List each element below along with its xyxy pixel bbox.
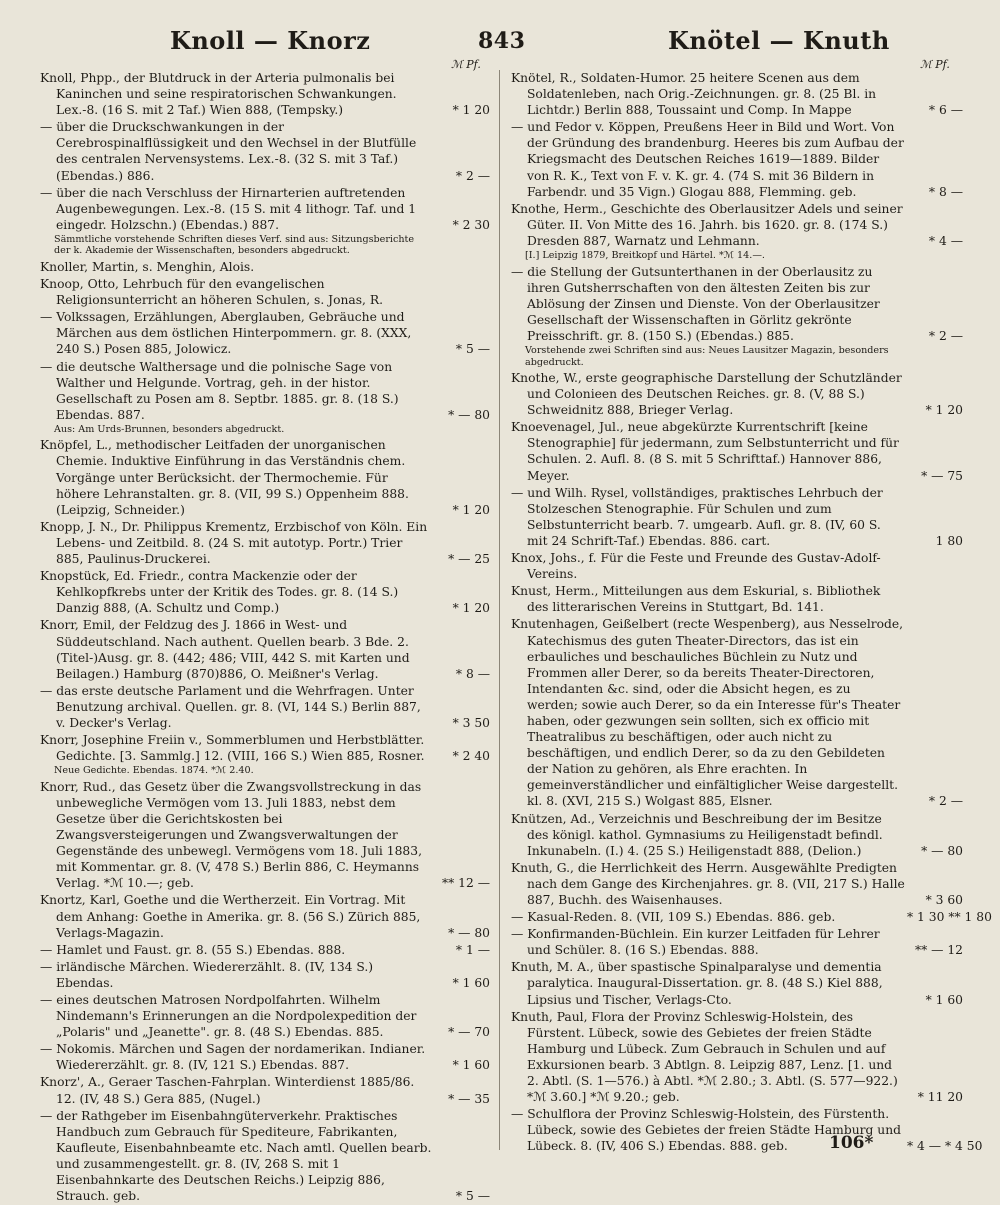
bibliography-entry [40, 959, 490, 991]
entry-price: ** 12 — [441, 876, 490, 891]
entry-price: * — 80 [448, 925, 490, 940]
entry-price: * 1 60 [452, 1058, 490, 1073]
entry-price: * 8 — [455, 666, 490, 681]
entry-text: Knoll, Phpp., der Blutdruck in der Arteria pulmonalis bei Kaninchen und seine respiratorischen Schwankungen. Lex.-8. (16 S. mit 2 Taf.) Wien 888, (Tempsky.) [40, 71, 397, 118]
entry-price: * 2 40 [452, 749, 490, 764]
entry-text: — irländische Märchen. Wiedererzählt. 8. (IV, 134 S.) Ebendas. [40, 959, 374, 990]
entry-note: Sämmtliche vorstehende Schriften dieses Verf. sind aus: Sitzungsberichte der k. Akademie der Wissenschaften, besonders abgedruckt. [54, 233, 415, 257]
entry-text: Knorz', A., Geraer Taschen-Fahrplan. Winterdienst 1885/86. 12. (IV, 48 S.) Gera 885, (Nugel.) [40, 1075, 415, 1106]
bibliography-entry [511, 201, 963, 249]
entry-price: * 2 — [455, 168, 490, 183]
entry-price: * 3 60 [925, 893, 963, 907]
entry-price: * — 80 [448, 407, 490, 422]
entry-price: * 8 — [928, 184, 963, 199]
left-column [40, 70, 490, 1205]
bibliography-entry [40, 519, 490, 567]
entry-text: — der Rathgeber im Eisenbahngüterverkehr. Praktisches Handbuch zum Gebrauch für Spediteure, Fabrikanten, Kaufleute, Eisenbahnbeamte etc. Nach amtl. Quellen bearb. und zusammengestellt. gr. 8. (IV, 268 S. mit 1 Eisenbahnkarte des Deutschen Reichs.) Leipzig 886, Strauch. geb. [40, 1108, 432, 1204]
entry-text: Knorr, Josephine Freiin v., Sommerblumen und Herbstblätter. Gedichte. [3. Sammlg.] 12. (VIII, 166 S.) Wien 885, Rosner. [40, 733, 425, 764]
entry-price: * 1 60 [925, 992, 963, 1007]
page-number: 843 [478, 28, 526, 54]
entry-price: * — 75 [921, 468, 963, 483]
bibliography-entry [511, 70, 963, 118]
entry-text: Knopp, J. N., Dr. Philippus Krementz, Erzbischof von Köln. Ein Lebens- und Zeitbild. 8. (24 S. mit autotyp. Portr.) Trier 885, Paulinus-Druckerei. [40, 519, 428, 567]
bibliography-entry [511, 119, 963, 199]
entry-text: Knox, Johs., f. Für die Feste und Freunde des Gustav-Adolf-Vereins. [511, 551, 881, 582]
entry-price: * — 35 [448, 1091, 490, 1106]
bibliography-entry [40, 992, 490, 1040]
entry-text: Knoevenagel, Jul., neue abgekürzte Kurrentschrift [keine Stenographie] für jedermann, zum Selbstunterricht und für Schulen. 2. Aufl. 8. (8 S. mit 5 Schrifttaf.) Hannover 886, Meyer. [511, 420, 899, 483]
entry-text: — Konfirmanden-Büchlein. Ein kurzer Leitfaden für Lehrer und Schüler. 8. (16 S.) Ebendas. 888. [511, 927, 880, 958]
entry-price: * 1 20 [452, 601, 490, 616]
entry-text: Knötel, R., Soldaten-Humor. 25 heitere Scenen aus dem Soldatenleben, nach Orig.-Zeichnungen. gr. 8. (25 Bl. in Lichtdr.) Berlin 888, Toussaint und Comp. In Mappe [511, 71, 877, 118]
entry-price: * 1 30 ** 1 80 [907, 910, 992, 925]
bibliography-entry [40, 276, 490, 308]
entry-price: * 2 — [928, 794, 963, 809]
entry-text: — Hamlet und Faust. gr. 8. (55 S.) Ebendas. 888. [40, 942, 346, 957]
header-right-title: Knötel — Knuth [668, 26, 890, 55]
entry-price: * — 25 [448, 552, 490, 567]
entry-price: * 2 30 [452, 217, 490, 232]
bibliography-entry [511, 811, 963, 859]
entry-text: Knoop, Otto, Lehrbuch für den evangelischen Religionsunterricht an höheren Schulen, s. Jonas, R. [40, 277, 384, 308]
bibliography-entry [40, 779, 490, 892]
entry-text: Knuth, M. A., über spastische Spinalparalyse und dementia paralytica. Inaugural-Dissertation. gr. 8. (48 S.) Kiel 888, Lipsius und Tischer, Verlags-Cto. [511, 960, 883, 1007]
bibliography-entry [511, 550, 963, 582]
bibliography-entry [511, 264, 963, 344]
entry-text: — Schulflora der Provinz Schleswig-Holstein, des Fürstenth. Lübeck, sowie des Gebietes der freien Städte Hamburg und Lübeck. 8. (IV, 406 S.) Ebendas. 888. geb. [511, 1107, 901, 1154]
entry-text: Knorr, Rud., das Gesetz über die Zwangsvollstreckung in das unbewegliche Vermögen vom 13. Juli 1883, nebst dem Gesetze über die Gerichtskosten bei Zwangsversteigerungen und Zwangsverwaltungen der Gegenstände des unbewegl. Vermögens vom 18. Juli 1883, mit Kommentar. gr. 8. (V, 478 S.) Berlin 886, C. Heymanns Verlag. *ℳ 10.—; geb. [40, 779, 422, 891]
entry-price: * 4 — * 4 50 [907, 1139, 983, 1154]
entry-text: — Volkssagen, Erzählungen, Aberglauben, Gebräuche und Märchen aus dem östlichen Hinterpommern. gr. 8. (XXX, 240 S.) Posen 885, Jolowicz. [40, 310, 412, 357]
entry-text: Knothe, W., erste geographische Darstellung der Schutzländer und Colonieen des Deutschen Reiches. gr. 8. (V, 88 S.) Schweidnitz 888, Brieger Verlag. [511, 371, 902, 418]
bibliography-entry [40, 359, 490, 423]
entry-text: Knorr, Emil, der Feldzug des J. 1866 in West- und Süddeutschland. Nach authent. Quellen bearb. 3 Bde. 2. (Titel-)Ausg. gr. 8. (442; 486; VIII, 442 S. mit Karten und Beilagen.) Hamburg (870)886, O. Meißner's Verlag. [40, 618, 410, 681]
column-divider [499, 70, 500, 1150]
entry-text: — über die Druckschwankungen in der Cerebrospinalflüssigkeit und den Wechsel in der Blutfülle des centralen Nervensystems. Lex.-8. (32 S. mit 3 Taf.) (Ebendas.) 886. [40, 120, 417, 183]
bibliography-entry [40, 732, 490, 764]
bibliography-entry [40, 259, 490, 275]
entry-text: Knöpfel, L., methodischer Leitfaden der unorganischen Chemie. Induktive Einführung in das Verständnis chem. Vorgänge unter Berücksicht. der Thermochemie. Für höhere Lehranstalten. gr. 8. (VII, 99 S.) Oppenheim 888. (Leipzig, Schneider.) [40, 438, 409, 517]
currency-unit-right: ℳ Pf. [920, 58, 950, 71]
right-column [511, 70, 992, 1156]
currency-unit-left: ℳ Pf. [451, 58, 481, 71]
bibliography-entry [40, 309, 490, 357]
entry-text: — über die nach Verschluss der Hirnarterien auftretenden Augenbewegungen. Lex.-8. (15 S. mit 4 lithogr. Taf. und 1 eingedr. Holzschn.) (Ebendas.) 887. [40, 185, 417, 232]
entry-text: Knothe, Herm., Geschichte des Oberlausitzer Adels und seiner Güter. II. Von Mitte des 16. Jahrh. bis 1620. gr. 8. (174 S.) Dresden 887, Warnatz und Lehmann. [511, 201, 903, 248]
entry-price: * 1 20 [452, 103, 490, 118]
entry-text: Knoller, Martin, s. Menghin, Alois. [40, 259, 255, 274]
bibliography-entry [40, 185, 490, 233]
entry-price: * 4 — [928, 233, 963, 248]
entry-price: * — 80 [921, 843, 963, 858]
bibliography-entry [40, 1041, 490, 1073]
entry-note: Neue Gedichte. Ebendas. 1874. *ℳ 2.40. [54, 765, 254, 777]
bibliography-entry [511, 1106, 983, 1154]
entry-text: Knutenhagen, Geißelbert (recte Wespenberg), aus Nesselrode, Katechismus des guten Theater-Directors, das ist ein erbauliches und beschauliches Büchlein zu Nutz und Frommen aller Derer, so da bereits Theater-Directoren, Intendanten &c. sind, oder die Absicht hegen, es zu werden; sowie auch Derer, so da ein Interesse für's Theater haben, oder gezwungen sein sollten, sich ex officio mit Theatralibus zu beschäftigen, oder auch nicht zu beschäftigen, und endlich Derer, so da zu den Gebildeten der Nation zu gehören, als Ehre erachten. In gemeinverständlicher und einfältiglicher Weise dargestellt. kl. 8. (XVI, 215 S.) Wolgast 885, Elsner. [511, 617, 904, 809]
entry-price: * 1 — [455, 942, 490, 957]
entry-text: Knortz, Karl, Goethe und die Wertherzeit. Ein Vortrag. Mit dem Anhang: Goethe in Amerika. gr. 8. (56 S.) Zürich 885, Verlags-Magazin. [40, 893, 421, 940]
entry-price: * 3 50 [452, 715, 490, 730]
entry-text: — und Fedor v. Köppen, Preußens Heer in Bild und Wort. Von der Gründung des brandenburg. Heeres bis zum Aufbau der Kriegsmacht des Deutschen Reiches 1619—1889. Bilder von R. K., Text von F. v. K. gr. 4. (74 S. mit 36 Bildern in Farbendr. und 35 Vign.) Glogau 888, Flemming. geb. [511, 120, 904, 199]
entry-note: [I.] Leipzig 1879, Breitkopf und Härtel. *ℳ 14.—. [525, 250, 765, 262]
bibliography-entry [40, 119, 490, 183]
entry-text: — eines deutschen Matrosen Nordpolfahrten. Wilhelm Nindemann's Erinnerungen an die Nordpolexpedition der „Polaris" und „Jeanette". gr. 8. (48 S.) Ebendas. 885. [40, 992, 417, 1040]
entry-price: * 1 20 [452, 502, 490, 517]
entry-note: Aus: Am Urds-Brunnen, besonders abgedruckt. [54, 423, 285, 435]
entry-text: Knuth, G., die Herrlichkeit des Herrn. Ausgewählte Predigten nach dem Gange des Kirchenjahres. gr. 8. (VII, 217 S.) Halle 887, Buchh. des Waisenhauses. [511, 860, 905, 907]
entry-text: — Kasual-Reden. 8. (VII, 109 S.) Ebendas. 886. geb. [511, 910, 836, 925]
bibliography-entry [40, 942, 490, 958]
bibliography-entry [511, 909, 992, 925]
bibliography-entry [40, 70, 490, 118]
bibliography-entry [511, 616, 963, 809]
bibliography-entry [511, 926, 963, 958]
bibliography-entry [511, 860, 963, 908]
entry-price: * 1 60 [452, 975, 490, 990]
entry-price: * 11 20 [917, 1090, 963, 1105]
entry-text: Knützen, Ad., Verzeichnis und Beschreibung der im Besitze des königl. kathol. Gymnasiums zu Heiligenstadt befindl. Inkunabeln. (I.) 4. (25 S.) Heiligenstadt 888, (Delion.) [511, 811, 883, 858]
bibliography-entry [511, 1009, 963, 1106]
bibliography-entry [40, 683, 490, 731]
entry-price: * 2 — [928, 328, 963, 343]
entry-text: Knuth, Paul, Flora der Provinz Schleswig-Holstein, des Fürstent. Lübeck, sowie des Gebietes der freien Städte Hamburg und Lübeck. Zum Gebrauch in Schulen und auf Exkursionen bearb. 3 Abtlgn. 8. Leipzig 887, Lenz. [1. und 2. Abtl. (S. 1—576.) à Abtl. *ℳ 2.80.; 3. Abtl. (S. 577—922.) *ℳ 3.60.] *ℳ 9.20.; geb. [511, 1009, 898, 1105]
bibliography-entry [40, 617, 490, 681]
entry-note: Vorstehende zwei Schriften sind aus: Neues Lausitzer Magazin, besonders abgedruckt. [525, 345, 889, 368]
header-left-title: Knoll — Knorz [170, 26, 371, 55]
entry-price: * 1 20 [925, 403, 963, 418]
entry-text: — das erste deutsche Parlament und die Wehrfragen. Unter Benutzung archival. Quellen. gr. 8. (VI, 144 S.) Berlin 887, v. Decker's Verlag. [40, 683, 421, 730]
entry-price: * — 70 [448, 1025, 490, 1040]
entry-text: — die Stellung der Gutsunterthanen in der Oberlausitz zu ihren Gutsherrschaften von den ältesten Zeiten bis zur Ablösung der Zinsen und Dienste. Von der Oberlausitzer Gesellschaft der Wissenschaften in Görlitz gekrönte Preisschrift. gr. 8. (150 S.) (Ebendas.) 885. [511, 264, 880, 343]
bibliography-entry [511, 583, 963, 615]
entry-text: — Nokomis. Märchen und Sagen der nordamerikan. Indianer. Wiedererzählt. gr. 8. (IV, 121 S.) Ebendas. 887. [40, 1042, 426, 1073]
entry-price: * 5 — [455, 342, 490, 357]
entry-price: * 6 — [928, 103, 963, 118]
bibliography-entry [40, 892, 490, 940]
bibliography-entry [511, 485, 963, 549]
footer-signature: 106* [829, 1133, 874, 1153]
entry-text: Knopstück, Ed. Friedr., contra Mackenzie oder der Kehlkopfkrebs unter der Kritik des Todes. gr. 8. (14 S.) Danzig 888, (A. Schultz und Comp.) [40, 569, 399, 616]
bibliography-entry [40, 1074, 490, 1106]
entry-text: — und Wilh. Rysel, vollständiges, praktisches Lehrbuch der Stolzeschen Stenographie. Für Schulen und zum Selbstunterricht bearb. 7. umgearb. Aufl. gr. 8. (IV, 60 S. mit 24 Schrift-Taf.) Ebendas. 886. cart. [511, 485, 883, 548]
bibliography-entry [40, 437, 490, 517]
bibliography-entry [511, 419, 963, 483]
bibliography-entry [511, 370, 963, 418]
entry-text: — die deutsche Walthersage und die polnische Sage von Walther und Helgunde. Vortrag, geh. in der histor. Gesellschaft zu Posen am 8. Septbr. 1885. gr. 8. (18 S.) Ebendas. 887. [40, 359, 399, 422]
bibliography-entry [40, 568, 490, 616]
entry-text: Knust, Herm., Mitteilungen aus dem Eskurial, s. Bibliothek des litterarischen Vereins in Stuttgart, Bd. 141. [511, 584, 881, 615]
bibliography-entry [511, 959, 963, 1007]
entry-price: * 5 — [455, 1189, 490, 1204]
entry-price: 1 80 [935, 533, 963, 548]
entry-price: ** — 12 [914, 943, 963, 958]
